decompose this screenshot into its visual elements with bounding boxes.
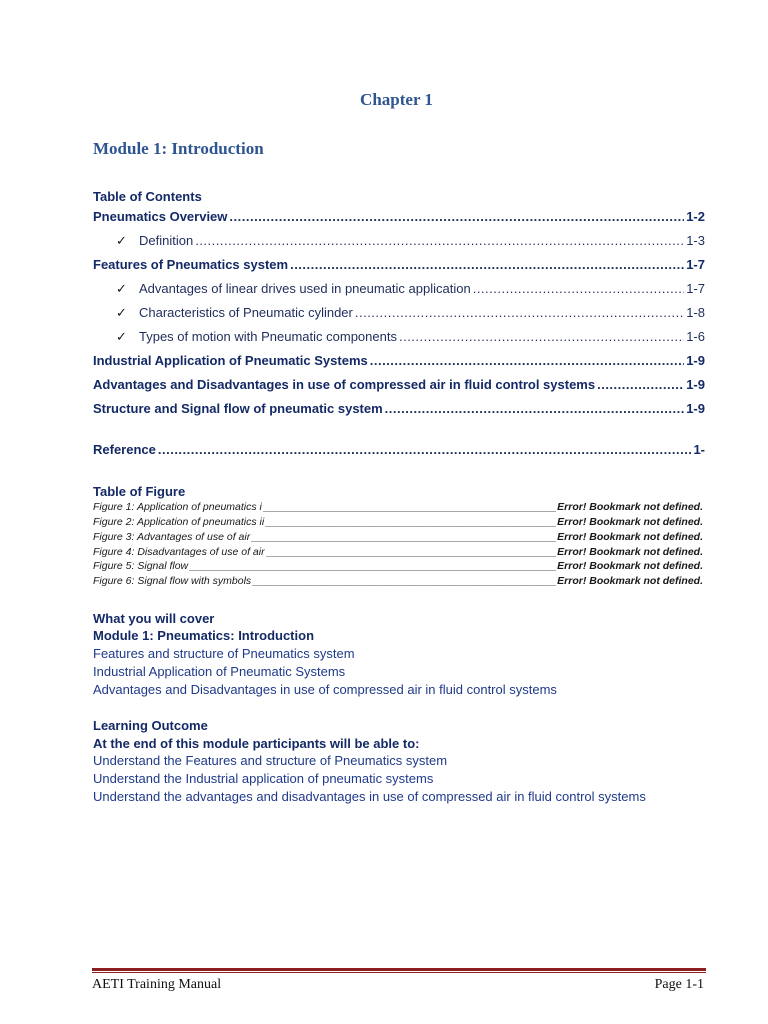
toc-entry-definition[interactable]: ✓ Definition ..... 1-3: [116, 233, 705, 251]
toc-entry-features[interactable]: Features of Pneumatics system ..... 1-7: [93, 257, 705, 275]
footer-manual-title: AETI Training Manual: [92, 977, 222, 992]
footer-page-number: Page 1-1: [654, 977, 704, 992]
toc-entry-motion-types[interactable]: ✓ Types of motion with Pneumatic components ..... 1-6: [116, 329, 705, 347]
footer-rule: [92, 968, 706, 971]
outcome-heading: Learning Outcome: [93, 718, 208, 733]
checkmark-icon: ✓: [116, 329, 127, 344]
toc-entry-structure-signal-flow[interactable]: Structure and Signal flow of pneumatic system ..... 1-9: [93, 401, 705, 419]
cover-item: Advantages and Disadvantages in use of compressed air in fluid control systems: [93, 682, 557, 697]
toc-entry-linear-drives[interactable]: ✓ Advantages of linear drives used in pneumatic application ..... 1-7: [116, 281, 705, 299]
cover-item: Features and structure of Pneumatics system: [93, 646, 355, 661]
chapter-title: Chapter 1: [360, 90, 433, 109]
module-title: Module 1: Introduction: [93, 139, 264, 158]
figure-entry[interactable]: Figure 3: Advantages of use of air _____ Error! Bookmark not defined.: [93, 531, 703, 545]
outcome-item: Understand the Features and structure of Pneumatics system: [93, 753, 448, 768]
toc-entry-pneumatics-overview[interactable]: Pneumatics Overview ..... 1-2: [93, 209, 705, 227]
figure-entry[interactable]: Figure 5: Signal flow _____ Error! Bookmark not defined.: [93, 560, 703, 574]
checkmark-icon: ✓: [116, 233, 127, 248]
checkmark-icon: ✓: [116, 305, 127, 320]
toc-entry-industrial-application[interactable]: Industrial Application of Pneumatic Systems ..... 1-9: [93, 353, 705, 371]
outcome-item: Understand the advantages and disadvantages in use of compressed air in fluid control systems: [93, 789, 646, 804]
toc-heading: Table of Contents: [93, 189, 202, 204]
cover-heading: What you will cover: [93, 611, 215, 626]
cover-subheading: Module 1: Pneumatics: Introduction: [93, 628, 315, 643]
figure-entry[interactable]: Figure 4: Disadvantages of use of air _____ Error! Bookmark not defined.: [93, 546, 703, 560]
cover-item: Industrial Application of Pneumatic Systems: [93, 664, 346, 679]
figure-entry[interactable]: Figure 6: Signal flow with symbols _____ Error! Bookmark not defined.: [93, 575, 703, 589]
outcome-item: Understand the Industrial application of pneumatic systems: [93, 771, 434, 786]
toc-entry-cylinder[interactable]: ✓ Characteristics of Pneumatic cylinder ..... 1-8: [116, 305, 705, 323]
toc-entry-advantages-disadvantages[interactable]: Advantages and Disadvantages in use of compressed air in fluid control systems ..... 1-9: [93, 377, 705, 395]
figures-heading: Table of Figure: [93, 484, 186, 499]
footer-rule-thin: [92, 972, 706, 973]
figure-entry[interactable]: Figure 2: Application of pneumatics ii _____ Error! Bookmark not defined.: [93, 516, 703, 530]
checkmark-icon: ✓: [116, 281, 127, 296]
toc-entry-reference[interactable]: Reference ..... 1-: [93, 442, 705, 460]
figure-entry[interactable]: Figure 1: Application of pneumatics i _____ Error! Bookmark not defined.: [93, 501, 703, 515]
outcome-subheading: At the end of this module participants will be able to:: [93, 736, 420, 751]
